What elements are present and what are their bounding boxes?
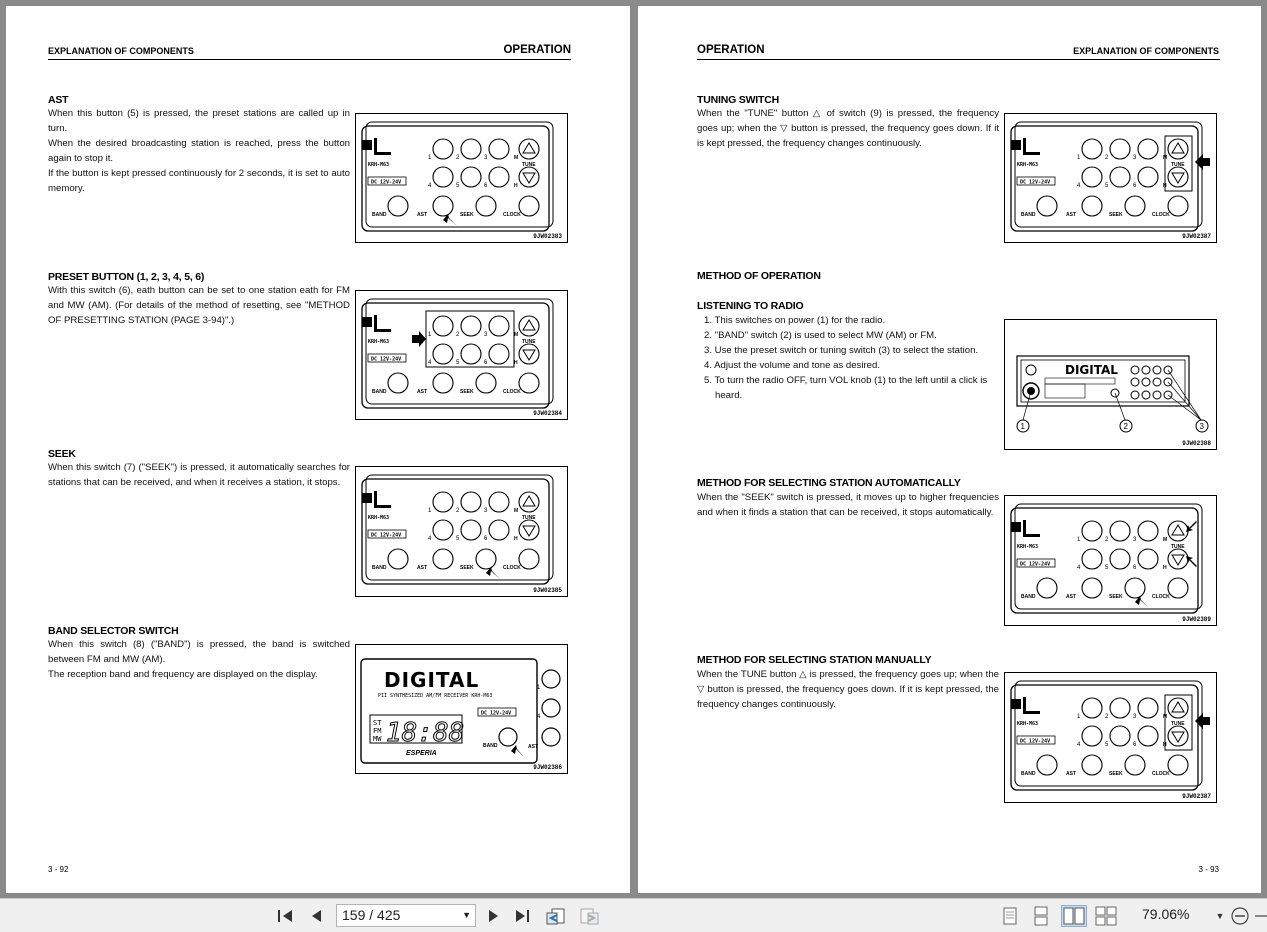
radio-figure-tuning [1004,113,1217,243]
figure-code: 9JW02383 [533,233,562,240]
separator-icon [1253,906,1267,926]
svg-text:TUNE: TUNE [1171,544,1185,550]
section-title-preset: PRESET BUTTON (1, 2, 3, 4, 5, 6) [48,271,205,283]
preset-number-label: 4 [1077,565,1081,571]
svg-text:SEEK: SEEK [460,565,474,571]
arrow-icon [511,745,524,757]
zoom-divider [1253,905,1267,927]
section-title-auto: METHOD FOR SELECTING STATION AUTOMATICALLY [697,477,961,489]
header-right: OPERATION [503,44,571,56]
page-number-input[interactable] [336,904,476,927]
preset-number-label: 2 [456,332,460,338]
header-left: OPERATION [697,44,765,56]
preset-number-label: 6 [484,183,488,189]
band-label: BAND [483,743,498,749]
figure-code: 9JW02385 [533,587,562,594]
preset-number-label: 1 [1077,537,1081,543]
brand-logo-text: DIGITAL [384,668,480,692]
dc-label: DC 12V-24V [371,532,402,539]
preset-number-label: 5 [456,183,460,189]
zoom-level[interactable]: 79.06% [1142,906,1190,922]
svg-text:M: M [1163,155,1168,161]
preset-4-button [542,699,560,717]
section-title-ast: AST [48,94,69,106]
svg-text:BAND: BAND [1021,594,1036,600]
dc-label: DC 12V-24V [481,710,512,717]
svg-text:TUNE: TUNE [1171,721,1185,727]
go-back-view-icon [545,906,567,926]
figure-code: 9JW02387 [1182,793,1211,800]
next-page-button[interactable] [483,905,505,927]
listening-steps [697,313,1001,403]
svg-text:AST: AST [417,565,427,571]
header-rule [697,59,1220,60]
preset-1-button [542,670,560,688]
svg-text:H: H [514,536,518,542]
preset-number-label: 3 [1133,537,1137,543]
synth-label: PII SYNTHESIZED AM/FM RECEIVER KRH-M63 [378,693,493,699]
model-label: KRH-M63 [368,162,390,168]
ast-button [542,728,560,746]
zoom-dropdown-icon[interactable]: ▼ [1215,911,1225,921]
preset-number-label: 3 [484,332,488,338]
radio-panel-drawing [1005,673,1216,801]
svg-text:H: H [514,183,518,189]
go-forward-view-button[interactable] [577,905,601,927]
go-back-view-button[interactable] [544,905,568,927]
preset-number-label: 4 [428,360,432,366]
next-page-icon [487,908,501,924]
svg-text:M: M [1163,714,1168,720]
paragraph: When the TUNE button △ is pressed, the frequency goes up; when the ▽ button is pressed, the frequency goes down. If it is kept pressed, the frequency changes continuously. [697,669,999,710]
page-number: 3 - 92 [48,865,69,874]
radio-figure-preset [355,290,568,420]
header-right: EXPLANATION OF COMPONENTS [1073,46,1219,56]
svg-text:H: H [1163,565,1167,571]
paragraph: The reception band and frequency are displayed on the display. [48,669,318,680]
radio-figure-seek [355,466,568,597]
step-item: 1. This switches on power (1) for the radio. [704,315,886,326]
preset-number-label: 6 [484,536,488,542]
previous-page-icon [309,908,323,924]
preset-number-label: 2 [1105,537,1109,543]
section-text-auto [697,490,999,520]
preset-number-label: 1 [1077,714,1081,720]
section-title-method: METHOD OF OPERATION [697,270,821,282]
svg-text:SEEK: SEEK [460,212,474,218]
preset-number-label: 5 [1105,183,1109,189]
svg-text:AST: AST [417,389,427,395]
svg-text:M: M [514,508,519,514]
svg-text:TUNE: TUNE [1171,162,1185,168]
figure-code: 9JW02386 [533,764,562,771]
svg-text:CLOCK: CLOCK [503,389,521,395]
radio-display-figure [355,644,568,774]
preset-number-label: 2 [456,508,460,514]
preset-number-label: 1 [428,508,432,514]
previous-page-button[interactable] [305,905,327,927]
continuous-page-icon [1034,906,1048,926]
radio-figure-manual [1004,672,1217,803]
ast-label: AST [528,744,538,750]
label-1: 1 [537,685,541,691]
paragraph: When this switch (7) ("SEEK") is pressed, it automatically searches for stations that can be received, and when it receives a station, it stops. [48,462,350,488]
svg-text:AST: AST [1066,594,1076,600]
dc-label: DC 12V-24V [1020,738,1051,745]
preset-number-label: 5 [456,536,460,542]
model-label: KRH-M63 [368,515,390,521]
svg-text:SEEK: SEEK [1109,594,1123,600]
callout-2: 2 [1123,422,1128,431]
preset-number-label: 2 [456,155,460,161]
section-title-band: BAND SELECTOR SWITCH [48,625,179,637]
section-title-tuning: TUNING SWITCH [697,94,779,106]
svg-text:BAND: BAND [372,389,387,395]
svg-text:M: M [1163,537,1168,543]
step-item: 5. To turn the radio OFF, turn VOL knob (1) to the left until a click is heard. [704,375,988,401]
svg-text:M: M [514,155,519,161]
callout-3: 3 [1199,422,1204,431]
fm-label: FM [373,727,382,735]
paragraph: When the "SEEK" switch is pressed, it moves up to higher frequencies and when it finds a station that can be received, it stops automatically. [697,492,999,518]
svg-text:CLOCK: CLOCK [1152,594,1170,600]
viewer-toolbar [0,898,1267,932]
preset-number-label: 1 [428,155,432,161]
brand-logo-small: DIGITAL [1065,363,1118,377]
svg-text:CLOCK: CLOCK [1152,212,1170,218]
preset-number-label: 5 [1105,565,1109,571]
esperia-logo: ESPERIA [406,750,437,757]
radio-figure-ast [355,113,568,243]
section-text-seek [48,460,350,490]
left-page [6,6,630,893]
svg-text:BAND: BAND [1021,771,1036,777]
preset-number-label: 5 [1105,742,1109,748]
svg-text:AST: AST [1066,212,1076,218]
section-title-listening: LISTENING TO RADIO [697,300,804,312]
dc-label: DC 12V-24V [1020,179,1051,186]
preset-number-label: 4 [428,183,432,189]
last-page-icon [514,908,532,924]
figure-code: 9JW02388 [1182,440,1211,447]
section-text-band [48,637,350,682]
svg-text:H: H [1163,183,1167,189]
svg-text:SEEK: SEEK [1109,771,1123,777]
svg-text:TUNE: TUNE [522,339,536,345]
preset-number-label: 4 [1077,742,1081,748]
zoom-out-icon [1230,906,1250,926]
paragraph: When this switch (8) ("BAND") is pressed, the band is switched between FM and MW (AM). [48,639,350,665]
preset-number-label: 3 [484,155,488,161]
model-label: KRH-M63 [1017,544,1039,550]
preset-number-label: 4 [428,536,432,542]
radio-panel-drawing [1005,114,1216,242]
page-number: 3 - 93 [1198,865,1219,874]
st-label: ST [373,719,382,727]
preset-number-label: 3 [484,508,488,514]
dc-label: DC 12V-24V [371,179,402,186]
radio-display-drawing [356,645,567,773]
svg-text:H: H [514,360,518,366]
figure-code: 9JW02387 [1182,233,1211,240]
continuous-facing-view-button[interactable] [1094,905,1118,927]
svg-text:TUNE: TUNE [522,162,536,168]
facing-pages-view-button[interactable] [1061,905,1087,927]
paragraph: If the button is kept pressed continuously for 2 seconds, it is set to auto memory. [48,168,350,194]
preset-number-label: 3 [1133,155,1137,161]
model-label: KRH-M63 [368,339,390,345]
svg-text:BAND: BAND [372,212,387,218]
paragraph: With this switch (6), eath button can be set to one station eath for FM and MW (AM). (For details of the method of resetting, see "METHOD OF PRESETTING STATION (PAGE 3-94)".) [48,285,350,326]
paragraph: When the "TUNE" button △ of switch (9) is pressed, the frequency goes up; when the ▽ button is pressed, the frequency goes down. If it is kept pressed, the frequency changes continuously. [697,108,999,149]
go-forward-view-icon [578,906,600,926]
svg-text:CLOCK: CLOCK [1152,771,1170,777]
preset-number-label: 5 [456,360,460,366]
model-label: KRH-M63 [1017,721,1039,727]
figure-code: 9JW02389 [1182,616,1211,623]
radio-panel-drawing [356,114,567,242]
step-item: 2. "BAND" switch (2) is used to select MW (AM) or FM. [704,330,937,341]
preset-number-label: 3 [1133,714,1137,720]
section-text-manual [697,667,999,712]
preset-number-label: 6 [484,360,488,366]
dc-label: DC 12V-24V [371,356,402,363]
svg-text:AST: AST [1066,771,1076,777]
section-text-preset [48,283,350,328]
svg-text:CLOCK: CLOCK [503,565,521,571]
radio-panel-drawing [1005,496,1216,624]
radio-panel-drawing [356,467,567,595]
header-rule [48,59,571,60]
svg-text:SEEK: SEEK [1109,212,1123,218]
single-page-view-button[interactable] [999,905,1021,927]
radio-front-drawing [1005,320,1216,449]
radio-panel-drawing [356,291,567,419]
section-text-tuning [697,106,999,151]
preset-number-label: 2 [1105,155,1109,161]
label-4: 4 [537,714,541,720]
section-title-seek: SEEK [48,448,76,460]
single-page-icon [1003,907,1017,925]
radio-front-figure [1004,319,1217,450]
section-text-ast [48,106,350,196]
mw-label: MW [373,735,382,743]
preset-number-label: 1 [428,332,432,338]
first-page-button[interactable] [274,905,296,927]
svg-text:BAND: BAND [372,565,387,571]
section-title-manual: METHOD FOR SELECTING STATION MANUALLY [697,654,932,666]
svg-text:TUNE: TUNE [522,515,536,521]
svg-text:CLOCK: CLOCK [503,212,521,218]
page-indicator-text: 159 / 425 [342,907,401,923]
band-button [499,728,517,746]
facing-pages-icon [1063,907,1085,925]
svg-text:AST: AST [417,212,427,218]
preset-number-label: 2 [1105,714,1109,720]
continuous-view-button[interactable] [1030,905,1052,927]
first-page-icon [276,908,294,924]
svg-text:BAND: BAND [1021,212,1036,218]
step-item: 3. Use the preset switch or tuning switch (3) to select the station. [704,345,979,356]
zoom-out-button[interactable] [1229,905,1251,927]
frequency-segments-icon: 18:88 [386,718,465,748]
dc-label: DC 12V-24V [1020,561,1051,568]
radio-figure-auto [1004,495,1217,626]
svg-text:SEEK: SEEK [460,389,474,395]
svg-text:H: H [1163,742,1167,748]
chevron-down-icon[interactable]: ▼ [462,910,471,920]
svg-text:M: M [514,332,519,338]
preset-number-label: 1 [1077,155,1081,161]
paragraph: When the desired broadcasting station is reached, press the button again to stop it. [48,138,350,164]
continuous-facing-icon [1095,906,1117,926]
header-left: EXPLANATION OF COMPONENTS [48,46,194,56]
step-item: 4. Adjust the volume and tone as desired. [704,360,880,371]
preset-number-label: 4 [1077,183,1081,189]
figure-code: 9JW02384 [533,410,562,417]
right-page [638,6,1261,893]
preset-number-label: 6 [1133,565,1137,571]
model-label: KRH-M63 [1017,162,1039,168]
last-page-button[interactable] [512,905,534,927]
preset-number-label: 6 [1133,742,1137,748]
preset-number-label: 6 [1133,183,1137,189]
paragraph: When this button (5) is pressed, the preset stations are called up in turn. [48,108,350,134]
callout-1: 1 [1020,422,1025,431]
